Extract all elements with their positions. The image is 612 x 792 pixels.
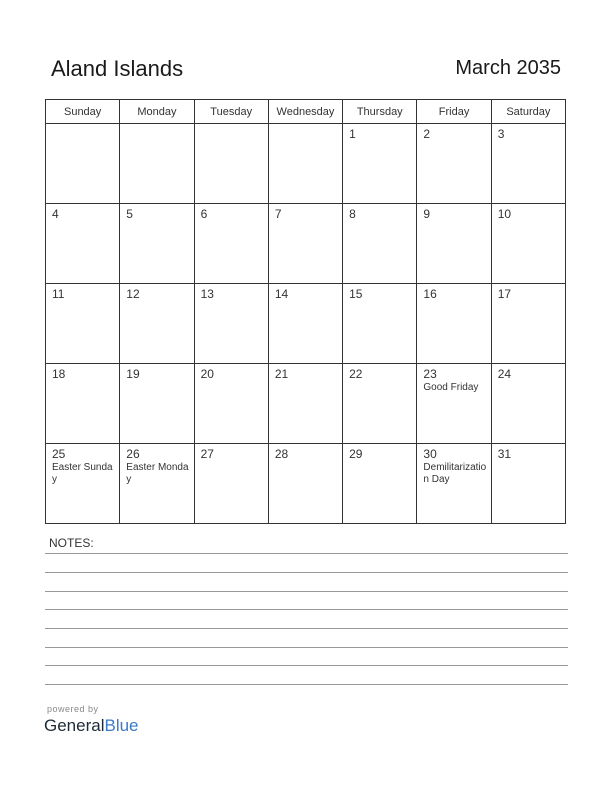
- day-number: 30: [423, 447, 437, 461]
- day-cell: [417, 124, 491, 204]
- day-number: 1: [349, 127, 356, 141]
- day-number: 21: [274, 367, 289, 381]
- day-number: 2: [423, 127, 431, 141]
- day-number: 27: [200, 447, 214, 461]
- day-cell: [268, 284, 342, 364]
- day-cell: [268, 124, 342, 204]
- day-number: 23: [423, 367, 437, 381]
- weekday-thursday: Thursday: [343, 100, 417, 124]
- weekday-wednesday: Wednesday: [268, 100, 342, 124]
- day-number: 7: [274, 207, 282, 221]
- day-cell: [491, 284, 565, 364]
- calendar-grid: [45, 99, 566, 524]
- week-row: [46, 444, 566, 524]
- day-cell: [491, 444, 565, 524]
- day-cell: [417, 444, 491, 524]
- day-number: 15: [349, 287, 363, 301]
- brand-general-text: General: [44, 716, 105, 735]
- day-number: 26: [126, 447, 140, 461]
- day-cell: [46, 444, 120, 524]
- day-cell: [491, 204, 565, 284]
- day-number: 9: [423, 207, 431, 221]
- day-number: 6: [200, 207, 208, 221]
- day-cell: [120, 204, 194, 284]
- brand-blue-text: Blue: [104, 716, 139, 735]
- day-number: 29: [349, 447, 363, 461]
- day-number: 20: [200, 367, 214, 381]
- note-line: [45, 647, 568, 648]
- holiday-label: Good Friday: [423, 382, 479, 393]
- day-cell: [120, 284, 194, 364]
- week-row: [46, 124, 566, 204]
- day-number: 31: [497, 447, 512, 461]
- day-number: 5: [126, 207, 133, 221]
- weekday-saturday: Saturday: [491, 100, 565, 124]
- day-number: 28: [274, 447, 289, 461]
- day-cell: [120, 364, 194, 444]
- holiday-label: Easter Monday: [126, 462, 189, 485]
- day-number: 13: [200, 287, 214, 301]
- day-cell: [194, 204, 268, 284]
- day-cell: [120, 444, 194, 524]
- weekday-monday: Monday: [120, 100, 194, 124]
- day-cell: [46, 284, 120, 364]
- day-number: 12: [126, 287, 140, 301]
- day-cell: [417, 204, 491, 284]
- day-number: 16: [423, 287, 437, 301]
- day-number: 8: [349, 207, 356, 221]
- day-number: 24: [497, 367, 512, 381]
- day-cell: [491, 364, 565, 444]
- powered-by-label: powered by: [47, 704, 99, 714]
- day-cell: [46, 124, 120, 204]
- day-cell: [417, 364, 491, 444]
- day-cell: [343, 444, 417, 524]
- day-number: 11: [52, 287, 65, 301]
- calendar-region-title: Aland Islands: [51, 56, 184, 81]
- day-cell: [194, 284, 268, 364]
- day-cell: [46, 364, 120, 444]
- day-cell: [194, 444, 268, 524]
- week-row: [46, 284, 566, 364]
- day-number: 17: [497, 287, 512, 301]
- note-line: [45, 684, 568, 685]
- holiday-label: Demilitarization Day: [423, 462, 487, 485]
- day-cell: [268, 364, 342, 444]
- generalblue-logo[interactable]: [44, 716, 139, 736]
- day-cell: [268, 444, 342, 524]
- week-row: [46, 364, 566, 444]
- day-number: 22: [349, 367, 363, 381]
- note-line: [45, 665, 568, 666]
- weekday-tuesday: Tuesday: [194, 100, 268, 124]
- day-cell: [343, 124, 417, 204]
- holiday-label: Easter Sunday: [52, 462, 113, 485]
- weekday-header-row: [46, 100, 566, 124]
- note-line: [45, 591, 568, 592]
- day-cell: [46, 204, 120, 284]
- day-number: 10: [497, 207, 512, 221]
- note-line: [45, 572, 568, 573]
- note-line: [45, 609, 568, 610]
- weekday-sunday: Sunday: [46, 100, 120, 124]
- day-number: 4: [52, 207, 59, 221]
- day-cell: [343, 364, 417, 444]
- day-number: 14: [274, 287, 289, 301]
- note-line: [45, 628, 568, 629]
- day-cell: [194, 124, 268, 204]
- calendar-month-title: March 2035: [455, 57, 561, 79]
- day-number: 19: [126, 367, 140, 381]
- day-cell: [491, 124, 565, 204]
- day-number: 18: [52, 367, 66, 381]
- day-cell: [343, 284, 417, 364]
- day-cell: [268, 204, 342, 284]
- day-cell: [417, 284, 491, 364]
- day-number: 3: [497, 127, 505, 141]
- day-cell: [120, 124, 194, 204]
- day-cell: [343, 204, 417, 284]
- weekday-friday: Friday: [417, 100, 491, 124]
- notes-label: NOTES:: [49, 536, 94, 550]
- note-line: [45, 553, 568, 554]
- day-cell: [194, 364, 268, 444]
- day-number: 25: [52, 447, 66, 461]
- week-row: [46, 204, 566, 284]
